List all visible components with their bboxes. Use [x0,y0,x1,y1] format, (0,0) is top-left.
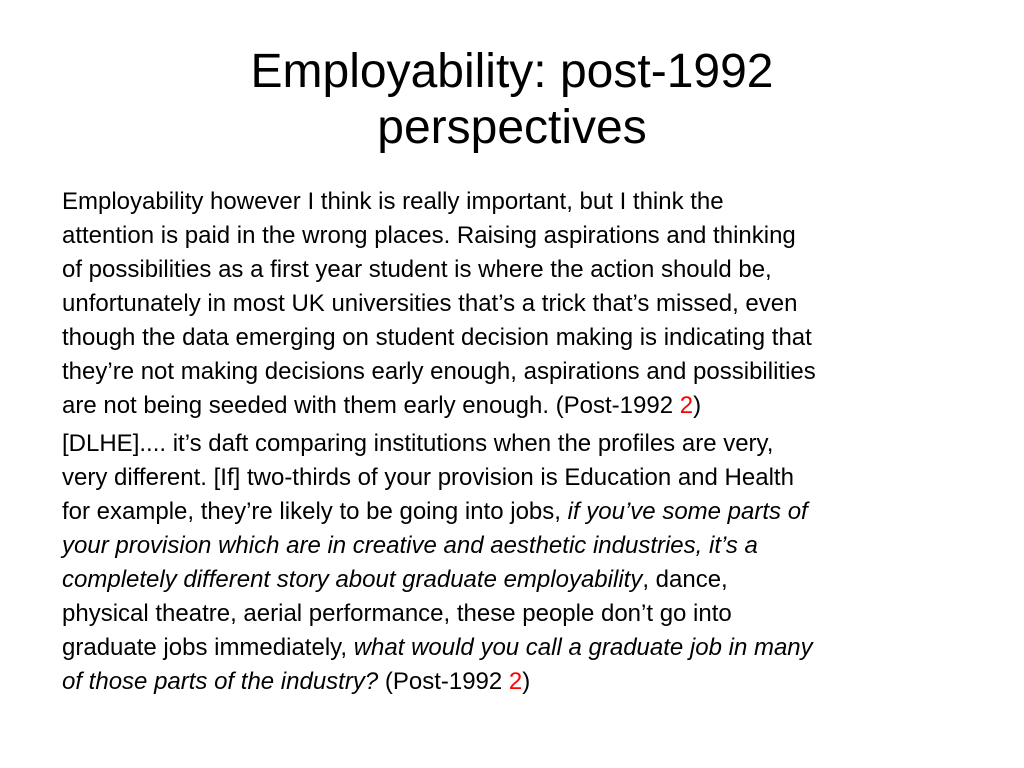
quote-2-italic-text: your provision which are in creative and aesthetic industries, it’s a [62,532,758,559]
quote-1-line: Employability however I think is really important, but I think the [62,188,724,215]
quote-1-line: attention is paid in the wrong places. Raising aspirations and thinking [62,222,796,249]
citation-number: 2 [508,668,523,695]
quote-2-text: (Post-1992 [378,668,509,695]
quote-2-text: graduate jobs immediately, [62,634,354,661]
quote-1-line: though the data emerging on student decision making is indicating that [62,324,812,351]
quote-2-last-line [62,665,972,699]
quote-1-line: of possibilities as a first year student is where the action should be, [62,256,772,283]
quote-2-italic-text: completely different story about graduate employability [62,566,643,593]
quote-2-line: physical theatre, aerial performance, these people don’t go into [62,600,732,627]
slide-title-line-2: perspectives [377,101,647,154]
quote-2-line: very different. [If] two-thirds of your provision is Education and Health [62,464,794,491]
quote-2-text: for example, they’re likely to be going into jobs, [62,498,568,525]
citation-number: 2 [679,392,694,419]
slide-body [62,185,972,703]
quote-1-last-line [62,389,972,423]
quote-paragraph-2 [62,427,972,699]
quote-2-italic-text: what would you call a graduate job in many [353,634,813,661]
quote-2-line [62,563,972,597]
citation-close: ) [693,392,702,419]
quote-1-line: unfortunately in most UK universities that’s a trick that’s missed, even [62,290,798,317]
quote-2-line [62,495,972,529]
quote-2-line [62,631,972,665]
quote-paragraph-1 [62,185,972,423]
quote-2-line: [DLHE].... it’s daft comparing institutions when the profiles are very, [62,430,774,457]
quote-1-last-line-text: are not being seeded with them early enough. (Post-1992 [62,392,680,419]
quote-2-italic-text: if you’ve some parts of [567,498,808,525]
quote-2-text: , dance, [642,566,728,593]
quote-1-line: they’re not making decisions early enough, aspirations and possibilities [62,358,816,385]
slide-title-line-1: Employability: post-1992 [250,45,774,98]
quote-2-line [62,529,972,563]
slide-title [0,44,1024,156]
citation-close: ) [522,668,531,695]
quote-2-italic-text: of those parts of the industry? [62,668,379,695]
